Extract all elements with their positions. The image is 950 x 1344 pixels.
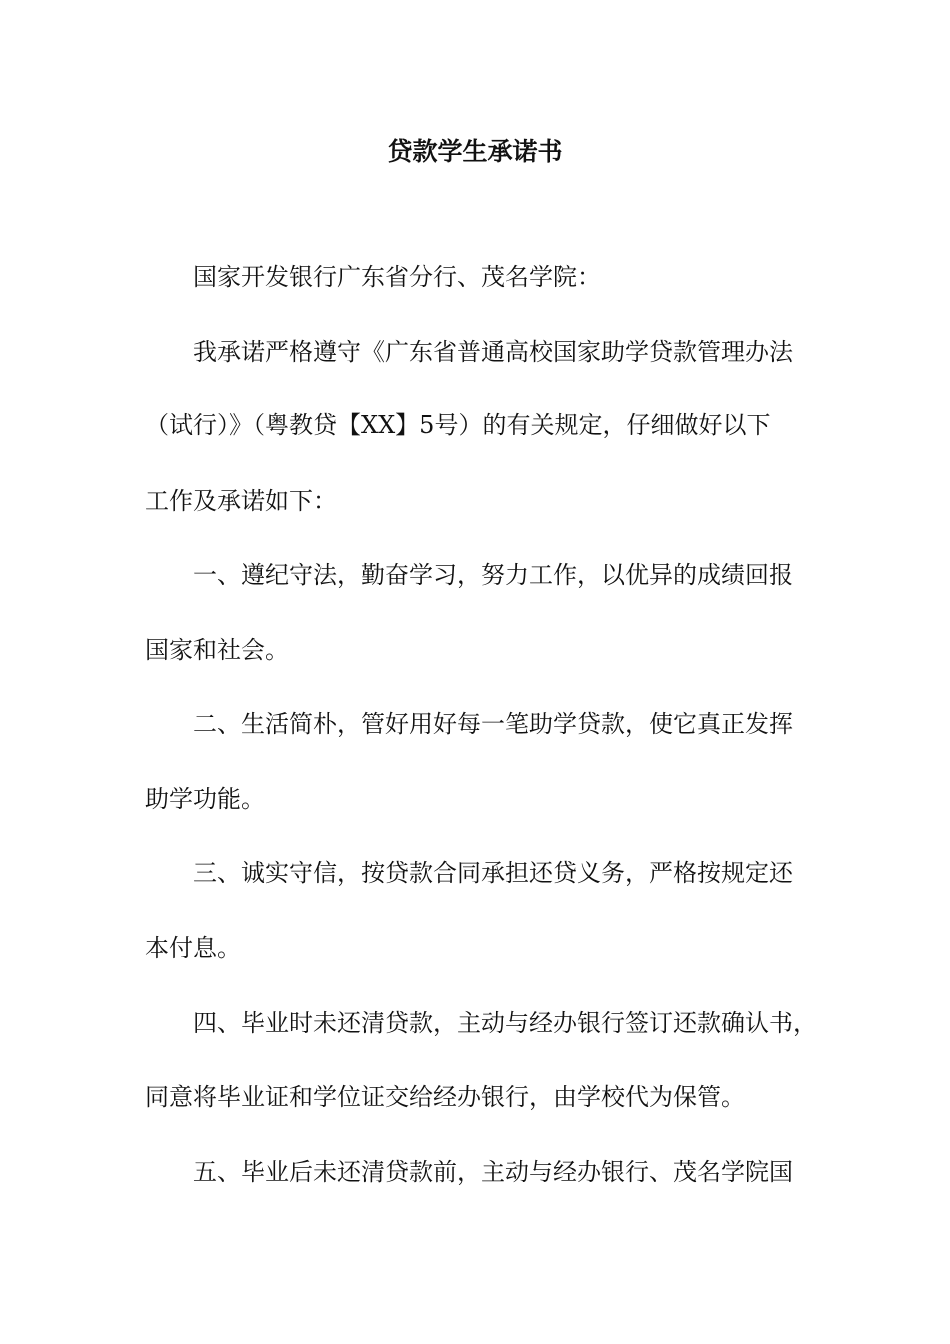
paragraph-line: 一、遵纪守法，勤奋学习，努力工作，以优异的成绩回报: [193, 561, 793, 589]
paragraph-line: 五、毕业后未还清贷款前，主动与经办银行、茂名学院国: [193, 1158, 793, 1186]
document-title: 贷款学生承诺书: [387, 137, 563, 166]
paragraph-line: 助学功能。: [145, 785, 265, 813]
paragraph-line: 本付息。: [145, 934, 241, 962]
paragraph-line: 工作及承诺如下：: [145, 487, 337, 515]
paragraph-line: 四、毕业时未还清贷款，主动与经办银行签订还款确认书，: [193, 1009, 817, 1037]
paragraph-line: 同意将毕业证和学位证交给经办银行，由学校代为保管。: [145, 1083, 745, 1111]
addressee-line: 国家开发银行广东省分行、茂名学院：: [193, 263, 601, 291]
paragraph-line: 三、诚实守信，按贷款合同承担还贷义务，严格按规定还: [193, 859, 793, 887]
paragraph-line: 我承诺严格遵守《广东省普通高校国家助学贷款管理办法: [193, 338, 793, 366]
paragraph-line: （试行）》（粤教贷【XX】5号）的有关规定，仔细做好以下: [145, 411, 771, 439]
paragraph-line: 二、生活简朴，管好用好每一笔助学贷款，使它真正发挥: [193, 710, 793, 738]
paragraph-line: 国家和社会。: [145, 636, 289, 664]
